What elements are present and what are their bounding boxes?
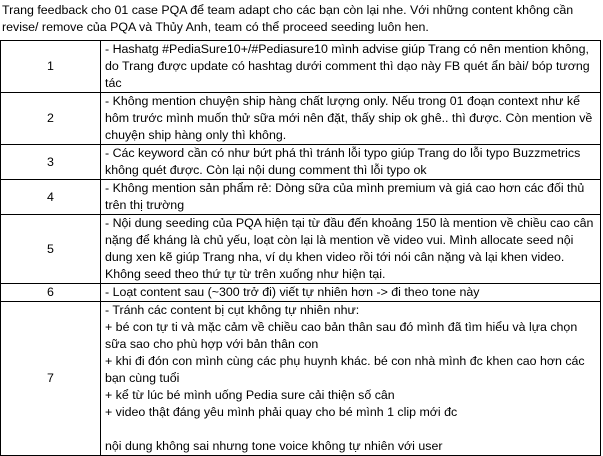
row-content <box>101 93 601 145</box>
content-line: + khi đi đón con mình cùng các phụ huynh khác. bé con nhà mình đc khen cao hơn các bạn cùng tuổi <box>105 354 585 385</box>
content-line: + video thật đáng yêu mình phải quay cho bé mình 1 clip mới đc <box>105 405 458 419</box>
table-row <box>1 284 601 302</box>
content-line: + kể từ lúc bé mình uống Pedia sure cải thiện số cân <box>105 388 395 402</box>
row-number: 4 <box>1 180 101 215</box>
table-row <box>1 41 601 93</box>
content-line: - Hashatg #PediaSure10+/#Pediasure10 mình advise giúp Trang có nên mention không, do Trang được update có hashtag dưới comment thì dạo này FB quét ẩn bài/ bóp tương tác <box>105 42 590 90</box>
table-row <box>1 302 601 456</box>
intro-text: Trang feedback cho 01 case PQA để team adapt cho các bạn còn lại nhe. Với những content không cần revise/ remove của PQA và Thủy Anh, team có thể proceed seeding luôn hen. <box>2 3 574 34</box>
content-line: - Không mention sản phẩm rẻ: Dòng sữa của mình premium và giá cao hơn các đối thủ trên thị trường <box>105 181 585 212</box>
row-content <box>101 302 601 456</box>
row-number: 5 <box>1 215 101 284</box>
table-row <box>1 145 601 180</box>
table-row <box>1 93 601 145</box>
content-line: - Tránh các content bị cụt không tự nhiên như: <box>105 303 360 317</box>
feedback-table <box>0 40 601 456</box>
row-content <box>101 41 601 93</box>
content-line: + bé con tự ti và mặc cảm về chiều cao bản thân sau đó mình đã tìm hiểu và lựa chọn sữa sao cho phù hợp với bản thân con <box>105 320 578 351</box>
row-number: 2 <box>1 93 101 145</box>
row-content <box>101 180 601 215</box>
row-number: 7 <box>1 302 101 456</box>
content-line: - Không mention chuyện ship hàng chất lượng only. Nếu trong 01 đoạn context như kể hôm trước mình muốn thử sữa mới nên đặt, thấy ship ok ghê.. thì được. Còn mention về chuyện ship hàng only thì không. <box>105 94 593 142</box>
table-row <box>1 215 601 284</box>
row-number: 1 <box>1 41 101 93</box>
content-line: - Nội dung seeding của PQA hiện tại từ đầu đến khoảng 150 là mention về chiều cao cân nặng để kháng là chủ yếu, loạt còn lại là mention về video vui. Mình allocate seed nội dung xen kẽ giúp Trang nha, ví dụ khen video rồi tới nói cân nặng và lại khen video. Không seed theo thứ tự từ trên xuống như hiện tại. <box>105 216 594 281</box>
table-row <box>1 180 601 215</box>
feedback-table-body <box>1 41 601 456</box>
row-content <box>101 215 601 284</box>
row-number: 6 <box>1 284 101 302</box>
content-line: - Loạt content sau (~300 trở đi) viết tự nhiên hơn -> đi theo tone này <box>105 285 480 299</box>
row-content <box>101 284 601 302</box>
content-line <box>105 421 598 438</box>
row-number: 3 <box>1 145 101 180</box>
content-line: - Các keyword cần có như bứt phá thì tránh lỗi typo giúp Trang do lỗi typo Buzzmetrics không quét được. Còn lại nội dung comment thì lỗi typo ok <box>105 146 581 177</box>
content-line: nội dung không sai nhưng tone voice không tự nhiên với user <box>105 439 443 453</box>
row-content <box>101 145 601 180</box>
